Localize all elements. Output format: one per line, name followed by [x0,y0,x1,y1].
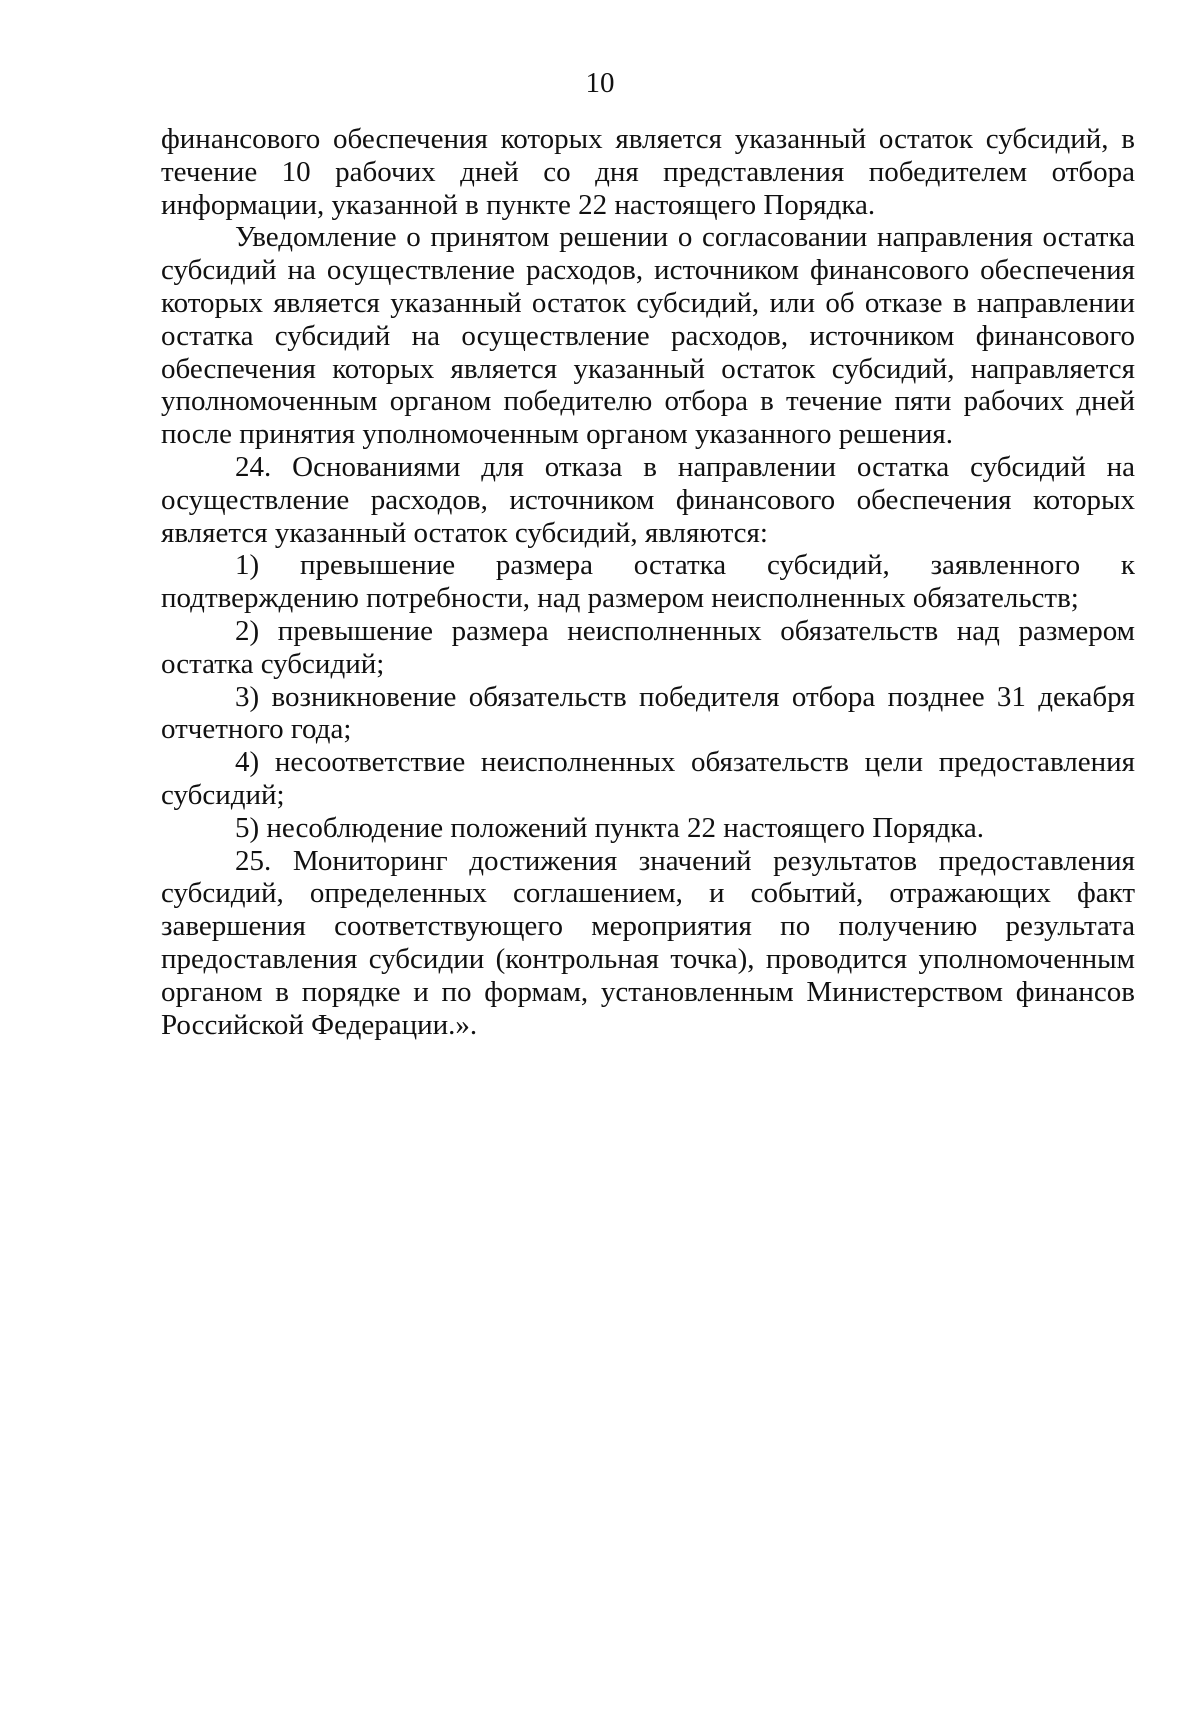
paragraph-notification: Уведомление о принятом решении о согласовании направления остатка субсидий на осуществление расходов, источником финансового обеспечения которых является указанный остаток субсидий, или об отказе в направлении остатка субсидий на осуществление расходов, источником финансового обеспечения которых является указанный остаток субсидий, направляется уполномоченным органом победителю отбора в течение пяти рабочих дней после принятия уполномоченным органом указанного решения. [161,221,1135,451]
list-item-5: 5) несоблюдение положений пункта 22 настоящего Порядка. [235,811,985,844]
list-item-3: 3) возникновение обязательств победителя отбора позднее 31 декабря отчетного года; [161,680,1135,746]
paragraph-item-24: 24. Основаниями для отказа в направлении остатка субсидий на осуществление расходов, источником финансового обеспечения которых является указанный остаток субсидий, являются: [161,450,1135,549]
list-item-1: 1) превышение размера остатка субсидий, заявленного к подтверждению потребности, над размером неисполненных обязательств; [161,549,1135,615]
page-number: 10 [585,67,615,99]
document-body [161,123,1135,1041]
paragraph-item-25: 25. Мониторинг достижения значений результатов предоставления субсидий, определенных соглашением, и событий, отражающих факт завершения соответствующего мероприятия по получению результата предоставления субсидии (контрольная точка), проводится уполномоченным органом в порядке и по формам, установленным Министерством финансов Российской Федерации.». [161,844,1135,1041]
paragraph-continuation: финансового обеспечения которых является указанный остаток субсидий, в течение 10 рабочих дней со дня представления победителем отбора информации, указанной в пункте 22 настоящего Порядка. [161,123,1135,221]
list-item-4: 4) несоответствие неисполненных обязательств цели предоставления субсидий; [161,746,1135,811]
list-item-2: 2) превышение размера неисполненных обязательств над размером остатка субсидий; [161,614,1135,680]
